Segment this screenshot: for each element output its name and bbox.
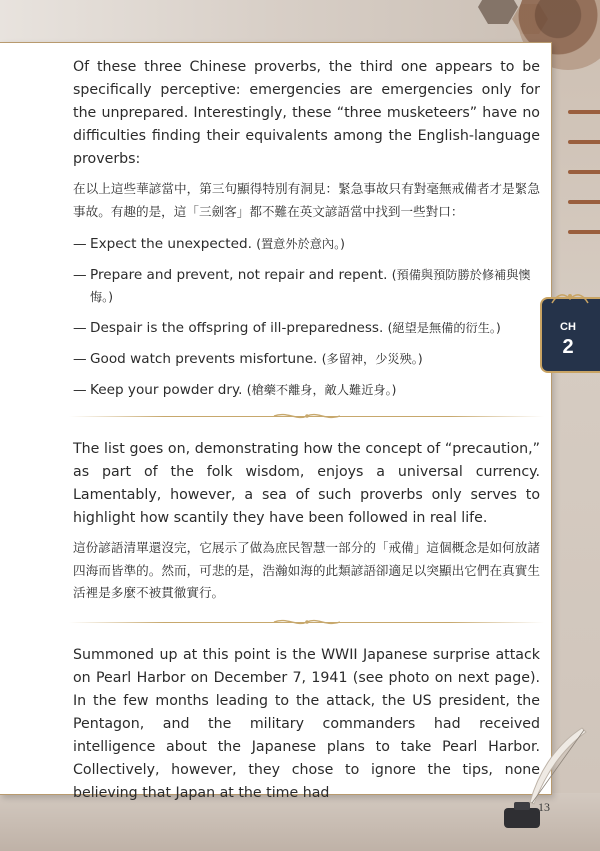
flourish-icon	[272, 410, 342, 422]
ornamental-divider	[69, 410, 544, 422]
list-dash: —	[73, 382, 87, 398]
chapter-number: 2	[562, 336, 574, 358]
flourish-icon	[272, 616, 342, 628]
list-item	[73, 233, 540, 255]
list-item	[73, 264, 540, 308]
proverb-chinese: (絕望是無備的衍生。)	[387, 321, 501, 335]
proverb-chinese: (置意外於意內。)	[256, 237, 345, 251]
list-item	[73, 317, 540, 339]
incense-sticks-decoration	[560, 100, 600, 270]
list-item	[73, 348, 540, 370]
proverb-chinese: (槍藥不離身，敵人難近身。)	[246, 383, 397, 397]
list-dash: —	[73, 351, 87, 367]
proverb-english: Expect the unexpected.	[90, 236, 252, 252]
proverb-english: Good watch prevents misfortune.	[90, 351, 318, 367]
paragraph-1-chinese: 在以上這些華諺當中，第三句顯得特別有洞見：緊急事故只有對毫無戒備者才是緊急事故。有趣的是，這「三劍客」都不難在英文諺語當中找到一些對口：	[73, 181, 540, 219]
list-dash: —	[73, 267, 87, 283]
paragraph-3-english: Summoned up at this point is the WWII Japanese surprise attack on Pearl Harbor on December 7, 1941 (see photo on next page). In the few months leading to the attack, the US president, the Pentagon, and the military commanders had received intelligence about the Japanese plans to take Pearl Harbor. Collectively, however, they chose to ignore the tips, none believing that Japan at the time had	[73, 646, 540, 801]
paragraph-2-chinese: 這份諺語清單還沒完，它展示了做為庶民智慧一部分的「戒備」這個概念是如何放諸四海而皆準的。然而，可悲的是，浩瀚如海的此類諺語卻適足以突顯出它們在真實生活裡是多麼不被貫徹實行。	[73, 540, 540, 600]
proverb-list	[73, 233, 540, 401]
crown-ornament-icon	[550, 291, 590, 305]
paragraph-2-english: The list goes on, demonstrating how the concept of “precaution,” as part of the folk wisdom, enjoys a universal currency. Lamentably, however, a sea of such proverbs only serves to highlight how scantily they have been followed in real life.	[73, 441, 540, 526]
quill-inkwell-icon	[500, 722, 590, 832]
proverb-english: Keep your powder dry.	[90, 382, 243, 398]
list-item	[73, 379, 540, 401]
list-dash: —	[73, 320, 87, 336]
list-dash: —	[73, 236, 87, 252]
proverb-chinese: (預備與預防勝於修補與懊悔。)	[90, 268, 531, 304]
paragraph-1-english: Of these three Chinese proverbs, the third one appears to be specifically perceptive: emergencies are emergencies only for the unprepared. Interestingly, these “three musketeers” have no difficulties finding their equivalents among the English-language proverbs:	[73, 59, 540, 167]
proverb-english: Prepare and prevent, not repair and repent.	[90, 267, 388, 283]
chapter-label: CH	[560, 321, 576, 333]
ornamental-divider	[69, 616, 544, 628]
proverb-chinese: (多留神，少災殃。)	[321, 352, 423, 366]
page-content	[73, 56, 540, 805]
chapter-tab[interactable]	[540, 297, 600, 373]
proverb-english: Despair is the offspring of ill-preparedness.	[90, 320, 384, 336]
page-number: 13	[538, 800, 550, 814]
